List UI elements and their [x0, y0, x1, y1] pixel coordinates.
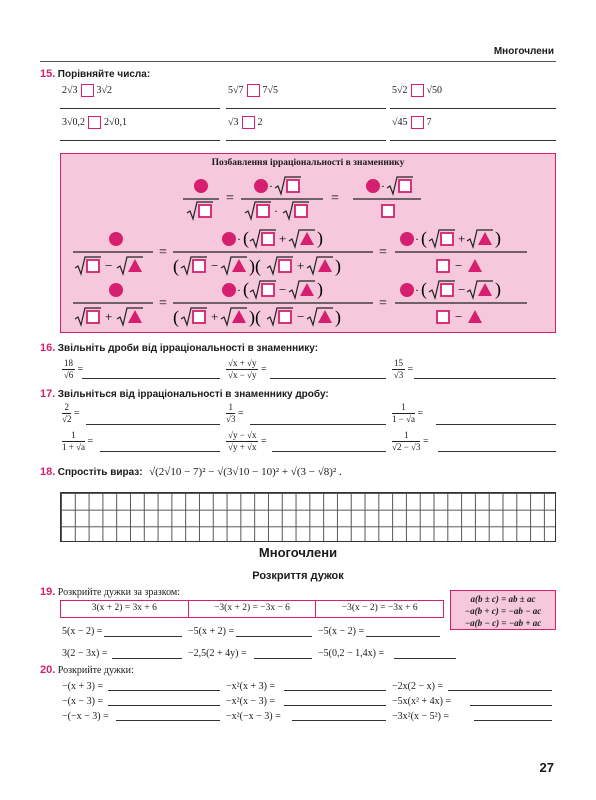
answer-line[interactable]	[394, 658, 456, 659]
svg-text:−: −	[455, 309, 463, 324]
svg-text:): )	[317, 279, 323, 299]
exercise-item: −x²(−x − 3) =	[226, 711, 281, 722]
right-expr: 7	[426, 116, 432, 128]
fraction-item: $\frac{√x + √y}{√x - √y}$ =	[228, 358, 267, 380]
svg-text:+: +	[297, 258, 305, 273]
task-number: 15.	[40, 68, 56, 80]
task-16-heading	[40, 342, 318, 354]
svg-text:−: −	[105, 258, 113, 273]
svg-text:): )	[495, 228, 501, 248]
compare-box[interactable]	[81, 84, 94, 97]
left-expr: 5√2	[392, 84, 408, 96]
task-number: 20.	[40, 664, 56, 676]
exercise-item: −2x(2 − x) =	[392, 681, 444, 692]
answer-line[interactable]	[250, 424, 386, 425]
svg-text:·: ·	[274, 204, 278, 218]
answer-line[interactable]	[226, 140, 386, 141]
compare-box[interactable]	[247, 84, 260, 97]
svg-text:+: +	[458, 231, 466, 246]
svg-text:=: =	[226, 191, 234, 206]
fraction-item: $\frac{1}{√3}$ =	[226, 402, 244, 424]
formula-diagram	[61, 154, 557, 334]
answer-line[interactable]	[366, 636, 440, 637]
formula-row-2	[73, 228, 527, 277]
svg-text:): )	[335, 307, 341, 327]
svg-text:+: +	[211, 309, 219, 324]
svg-text:): )	[495, 279, 501, 299]
svg-text:·: ·	[237, 232, 241, 246]
left-expr: √3	[228, 116, 239, 128]
compare-item-6	[392, 116, 432, 129]
left-expr: 5√7	[228, 84, 244, 96]
task-label: Звільніть дроби від ірраціональності в знаменнику:	[57, 343, 319, 354]
task-label: Звільніться від ірраціональності в знаменнику дробу:	[57, 389, 329, 400]
exercise-item: −5(x + 2) =	[188, 626, 235, 637]
running-header: Многочлени	[493, 46, 554, 57]
task-18-heading	[40, 466, 342, 478]
svg-text:)(: )(	[249, 256, 261, 276]
svg-text:(: (	[173, 256, 179, 276]
svg-text:−: −	[211, 258, 219, 273]
svg-text:·: ·	[415, 283, 419, 297]
task-number: 17.	[40, 388, 56, 400]
right-expr: 2	[257, 116, 263, 128]
svg-text:=: =	[159, 296, 167, 311]
sample-2: −3(x + 2) = −3x − 6	[189, 601, 317, 617]
svg-text:(: (	[421, 279, 427, 299]
answer-line[interactable]	[100, 451, 220, 452]
svg-text:−: −	[279, 282, 287, 297]
svg-text:)(: )(	[249, 307, 261, 327]
svg-text:): )	[335, 256, 341, 276]
answer-line[interactable]	[284, 690, 386, 691]
exercise-item: −2,5(2 + 4y) =	[188, 648, 247, 659]
svg-text:+: +	[105, 309, 113, 324]
svg-text:·: ·	[269, 179, 273, 193]
compare-box[interactable]	[411, 116, 424, 129]
compare-item-3	[392, 84, 442, 97]
exercise-item: −5x(x² + 4x) =	[392, 696, 452, 707]
answer-line[interactable]	[108, 705, 220, 706]
formula-box-title: Позбавлення ірраціональності в знаменнику	[211, 158, 405, 168]
task-number: 18.	[40, 466, 56, 478]
svg-text:−: −	[455, 258, 463, 273]
exercise-item: −(x + 3) =	[62, 681, 104, 692]
answer-line[interactable]	[60, 108, 220, 109]
svg-text:+: +	[279, 231, 287, 246]
page-number: 27	[539, 760, 554, 775]
answer-line[interactable]	[474, 720, 552, 721]
svg-text:·: ·	[415, 232, 419, 246]
exercise-item: −5(0,2 − 1,4x) =	[318, 648, 385, 659]
right-expr: 3√2	[96, 84, 112, 96]
rule-3: −a(b − c) = −ab + ac	[464, 618, 542, 628]
compare-item-4	[62, 116, 127, 129]
answer-line[interactable]	[470, 705, 552, 706]
answer-grid[interactable]	[60, 492, 556, 542]
answer-line[interactable]	[390, 140, 556, 141]
svg-text:·: ·	[237, 283, 241, 297]
right-expr: 7√5	[262, 84, 278, 96]
exercise-item: −(−x − 3) =	[62, 711, 109, 722]
fraction-item: $\frac{√y - √x}{√y + √x}$ =	[228, 430, 267, 452]
left-expr: √45	[392, 116, 408, 128]
right-expr: √50	[426, 84, 442, 96]
task-label: Порівняйте числа:	[57, 69, 151, 80]
answer-line[interactable]	[292, 720, 386, 721]
sample-3: −3(x − 2) = −3x + 6	[341, 603, 418, 613]
svg-text:=: =	[331, 191, 339, 206]
fraction-item: $\frac{18}{√6}$ =	[63, 358, 84, 380]
answer-line[interactable]	[414, 378, 556, 379]
answer-line[interactable]	[390, 108, 556, 109]
answer-line[interactable]	[438, 451, 556, 452]
answer-line[interactable]	[112, 658, 182, 659]
section-subtitle: Розкриття дужок	[252, 570, 344, 582]
answer-line[interactable]	[236, 636, 312, 637]
svg-text:(: (	[243, 228, 249, 248]
left-expr: 2√3	[62, 84, 78, 96]
header-rule	[40, 61, 556, 62]
answer-line[interactable]	[270, 378, 386, 379]
answer-line[interactable]	[436, 424, 556, 425]
svg-text:=: =	[379, 296, 387, 311]
task-label: Розкрийте дужки за зразком:	[57, 587, 180, 598]
fraction-item: $\frac{2}{√2}$ =	[62, 402, 80, 424]
task-label: Розкрийте дужки:	[57, 665, 134, 676]
right-expr: 2√0,1	[104, 116, 127, 128]
task-label: Спростіть вираз:	[57, 467, 143, 478]
fraction-item: $\frac{1}{√2 - √3}$ =	[392, 430, 429, 452]
exercise-item: −x²(x − 3) =	[226, 696, 276, 707]
task-18-expression: √(2√10 − 7)² − √(3√10 − 10)² + √(3 − √8)² .	[149, 466, 342, 478]
answer-line[interactable]	[60, 140, 220, 141]
exercise-item: 3(2 − 3x) =	[62, 648, 108, 659]
exercise-item: 5(x − 2) =	[62, 626, 103, 637]
section-title: Многочлени	[258, 545, 338, 560]
compare-box[interactable]	[88, 116, 101, 129]
formula-row-3	[73, 279, 527, 328]
rule-2: −a(b + c) = −ab − ac	[464, 606, 542, 616]
answer-line[interactable]	[86, 424, 220, 425]
answer-line[interactable]	[284, 705, 386, 706]
answer-line[interactable]	[82, 378, 220, 379]
svg-text:−: −	[458, 282, 466, 297]
exercise-item: −3x²(x − 5²) =	[392, 711, 450, 722]
rationalization-formula-box	[60, 153, 556, 333]
svg-text:=: =	[379, 245, 387, 260]
answer-line[interactable]	[448, 690, 552, 691]
compare-box[interactable]	[411, 84, 424, 97]
svg-text:=: =	[159, 245, 167, 260]
answer-line[interactable]	[226, 108, 386, 109]
task-19-heading	[40, 586, 180, 598]
rule-1: a(b ± c) = ab ± ac	[470, 594, 536, 604]
sample-row	[60, 600, 444, 618]
svg-text:−: −	[297, 309, 305, 324]
task-number: 16.	[40, 342, 56, 354]
formula-row-1	[183, 177, 421, 219]
svg-text:(: (	[421, 228, 427, 248]
exercise-item: −x²(x + 3) =	[226, 681, 276, 692]
svg-text:): )	[317, 228, 323, 248]
svg-text:(: (	[173, 307, 179, 327]
answer-line[interactable]	[272, 451, 386, 452]
compare-item-5	[228, 116, 263, 129]
compare-item-2	[228, 84, 278, 97]
left-expr: 3√0,2	[62, 116, 85, 128]
answer-line[interactable]	[104, 636, 182, 637]
rules-box	[450, 590, 556, 630]
compare-item-1	[62, 84, 112, 97]
fraction-item: $\frac{15}{√3}$ =	[393, 358, 414, 380]
compare-box[interactable]	[242, 116, 255, 129]
exercise-item: −5(x − 2) =	[318, 626, 365, 637]
fraction-item: $\frac{1}{1 + √a}$ =	[62, 430, 94, 452]
task-17-heading	[40, 388, 329, 400]
task-number: 19.	[40, 586, 56, 598]
answer-line[interactable]	[108, 690, 220, 691]
task-15-heading	[40, 68, 150, 80]
exercise-item: −(x − 3) =	[62, 696, 104, 707]
answer-line[interactable]	[254, 658, 312, 659]
svg-text:·: ·	[381, 179, 385, 193]
task-20-heading	[40, 664, 134, 676]
svg-text:(: (	[243, 279, 249, 299]
sample-1: 3(x + 2) = 3x + 6	[61, 601, 189, 617]
fraction-item: $\frac{1}{1 - √a}$ =	[392, 402, 424, 424]
answer-line[interactable]	[116, 720, 220, 721]
